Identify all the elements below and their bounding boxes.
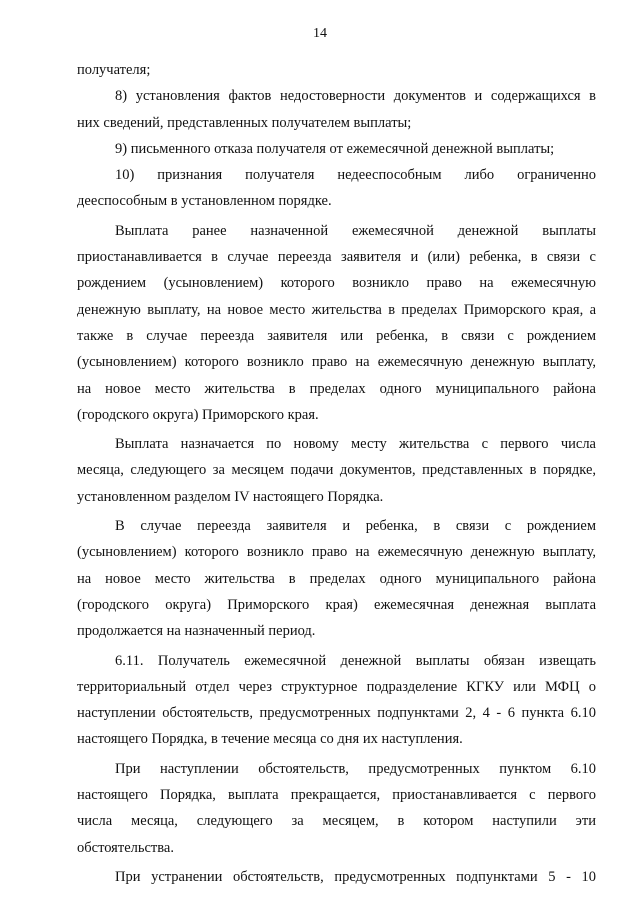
text-line: дееспособным в установленном порядке. xyxy=(77,193,332,210)
document-body xyxy=(77,57,596,890)
text-line: (усыновлением) которого возникло право на ежемесячную денежную выплату, xyxy=(77,544,596,561)
text-line: продолжается на назначенный период. xyxy=(77,623,316,640)
text-line: (городского округа) Приморского края. xyxy=(77,406,319,423)
text-line: 9) письменного отказа получателя от ежемесячной денежной выплаты; xyxy=(115,140,555,157)
text-line: установленном разделом IV настоящего Порядка. xyxy=(77,488,384,505)
text-line: В случае переезда заявителя и ребенка, в связи с рождением xyxy=(115,518,596,535)
text-line: числа месяца, следующего за месяцем, в котором наступили эти xyxy=(77,813,596,830)
text-line: 6.11. Получатель ежемесячной денежной выплаты обязан извещать xyxy=(115,652,596,669)
text-line: Выплата назначается по новому месту жительства с первого числа xyxy=(115,436,596,453)
text-line: получателя; xyxy=(77,62,151,78)
text-line: (усыновлением) которого возникло право на ежемесячную денежную выплату, xyxy=(77,354,596,371)
text-line: них сведений, представленных получателем выплаты; xyxy=(77,114,412,131)
text-line: 8) установления фактов недостоверности документов и содержащихся в xyxy=(115,88,596,105)
text-line: (городского округа) Приморского края) ежемесячная денежная выплата xyxy=(77,596,596,613)
text-line: обстоятельства. xyxy=(77,839,174,856)
text-line: При наступлении обстоятельств, предусмотренных пунктом 6.10 xyxy=(115,760,596,777)
text-line: настоящего Порядка, в течение месяца со дня их наступления. xyxy=(77,731,463,748)
page-number: 14 xyxy=(313,26,327,41)
text-line: Выплата ранее назначенной ежемесячной денежной выплаты xyxy=(115,222,596,239)
text-line: месяца, следующего за месяцем подачи документов, представленных в порядке, xyxy=(77,462,596,479)
text-line: приостанавливается в случае переезда заявителя и (или) ребенка, в связи с xyxy=(77,249,596,266)
text-line: на новое место жительства в пределах одного муниципального района xyxy=(77,380,596,397)
text-line: наступлении обстоятельств, предусмотренных подпунктами 2, 4 - 6 пункта 6.10 xyxy=(77,705,596,722)
text-line: рождением (усыновлением) которого возникло право на ежемесячную xyxy=(77,275,596,292)
text-line: настоящего Порядка, выплата прекращается, приостанавливается с первого xyxy=(77,787,596,804)
text-line: 10) признания получателя недееспособным либо ограниченно xyxy=(115,167,596,184)
text-line: на новое место жительства в пределах одного муниципального района xyxy=(77,570,596,587)
text-line: территориальный отдел через структурное подразделение КГКУ или МФЦ о xyxy=(77,678,596,695)
text-line: При устранении обстоятельств, предусмотренных подпунктами 5 - 10 xyxy=(115,868,596,885)
text-line: денежную выплату, на новое место жительства в пределах Приморского края, а xyxy=(77,301,596,318)
text-line: также в случае переезда заявителя или ребенка, в связи с рождением xyxy=(77,327,596,344)
